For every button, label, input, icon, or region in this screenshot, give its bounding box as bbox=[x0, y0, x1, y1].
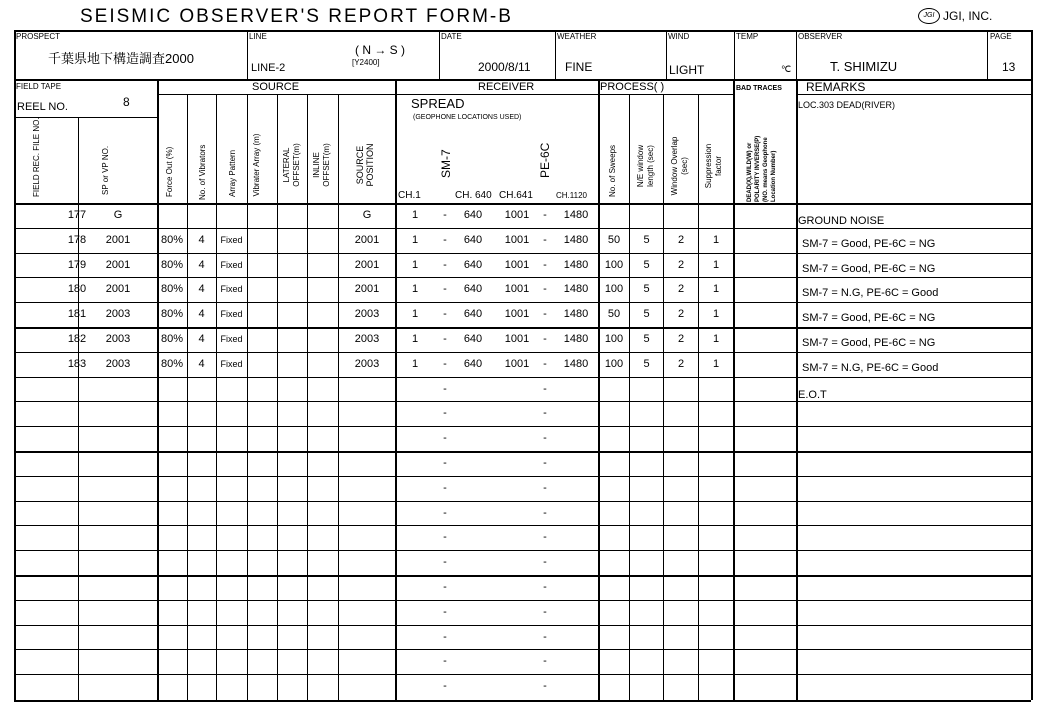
cell-dash1: - bbox=[443, 531, 447, 543]
cell-ch1: 1 bbox=[411, 283, 419, 295]
cell-sweeps: 100 bbox=[604, 358, 624, 370]
cell-ne: 5 bbox=[643, 259, 650, 271]
grid-line bbox=[277, 94, 278, 700]
cell-dash2: - bbox=[543, 383, 547, 395]
cell-dash1: - bbox=[443, 259, 447, 271]
field-rec-header: FIELD REC. FILE NO. bbox=[32, 117, 41, 197]
cell-dash1: - bbox=[443, 631, 447, 643]
geophone-locations-label: (GEOPHONE LOCATIONS USED) bbox=[413, 114, 522, 121]
grid-line bbox=[629, 94, 630, 700]
cell-ne: 5 bbox=[643, 333, 650, 345]
cell-dash1: - bbox=[443, 234, 447, 246]
cell-ch1120: 1480 bbox=[563, 234, 589, 246]
grid-line bbox=[14, 327, 1031, 329]
grid-line bbox=[14, 625, 1031, 626]
cell-dash1: - bbox=[443, 358, 447, 370]
cell-ch1: 1 bbox=[411, 358, 419, 370]
cell-vib: 4 bbox=[198, 234, 205, 246]
cell-ch640: 640 bbox=[463, 333, 483, 345]
company-logo bbox=[918, 8, 992, 24]
cell-dash2: - bbox=[543, 407, 547, 419]
cell-ch641: 1001 bbox=[504, 209, 530, 221]
cell-pos: 2003 bbox=[354, 358, 380, 370]
grid-line bbox=[14, 203, 1031, 205]
cell-dash1: - bbox=[443, 407, 447, 419]
cell-ch1: 1 bbox=[411, 333, 419, 345]
cell-sweeps: 100 bbox=[604, 259, 624, 271]
cell-dash1: - bbox=[443, 209, 447, 221]
grid-line bbox=[14, 228, 1031, 229]
cell-remark: SM-7 = Good, PE-6C = NG bbox=[802, 263, 936, 275]
cell-file: 178 bbox=[67, 234, 87, 246]
vibrator-array-header: Vibrater Array (m) bbox=[252, 133, 261, 197]
cell-dash1: - bbox=[443, 482, 447, 494]
cell-dash2: - bbox=[543, 507, 547, 519]
cell-dash1: - bbox=[443, 432, 447, 444]
grid-line bbox=[796, 30, 797, 79]
ne-window-header: N/E window length (sec) bbox=[636, 144, 655, 188]
cell-file: 180 bbox=[67, 283, 87, 295]
cell-ch641: 1001 bbox=[504, 283, 530, 295]
cell-overlap: 2 bbox=[677, 333, 685, 345]
grid-line bbox=[987, 30, 988, 79]
grid-line bbox=[14, 352, 1031, 353]
cell-ch1: 1 bbox=[411, 234, 419, 246]
cell-dash1: - bbox=[443, 383, 447, 395]
prospect-value: 千葉県地下構造調査2000 bbox=[48, 51, 194, 66]
cell-ch640: 640 bbox=[463, 234, 483, 246]
array-pattern-header: Array Pattern bbox=[228, 149, 237, 197]
cell-dash1: - bbox=[443, 606, 447, 618]
pe6c-label: PE-6C bbox=[538, 142, 552, 178]
cell-dash1: - bbox=[443, 308, 447, 320]
cell-array: Fixed bbox=[220, 235, 243, 245]
cell-remark: SM-7 = Good, PE-6C = NG bbox=[802, 337, 936, 349]
grid-line bbox=[14, 377, 1031, 378]
inline-offset-header: INLINE OFFSET(m) bbox=[312, 143, 331, 187]
grid-line bbox=[663, 94, 664, 700]
grid-line bbox=[14, 253, 1031, 254]
cell-overlap: 2 bbox=[677, 308, 685, 320]
grid-line bbox=[14, 277, 1031, 278]
cell-ch1120: 1480 bbox=[563, 209, 589, 221]
cell-sp: 2003 bbox=[105, 358, 131, 370]
cell-ch640: 640 bbox=[463, 259, 483, 271]
cell-remark: SM-7 = Good, PE-6C = NG bbox=[802, 238, 936, 250]
cell-remark: SM-7 = N.G, PE-6C = Good bbox=[802, 287, 939, 299]
grid-line bbox=[395, 79, 397, 700]
cell-pos: 2003 bbox=[354, 333, 380, 345]
cell-dash2: - bbox=[543, 655, 547, 667]
page-label: PAGE bbox=[990, 32, 1012, 41]
cell-ch1: 1 bbox=[411, 209, 419, 221]
cell-ch640: 640 bbox=[463, 308, 483, 320]
observer-value: T. SHIMIZU bbox=[830, 59, 898, 74]
sp-vp-header: SP or VP NO. bbox=[101, 145, 110, 195]
cell-supp: 1 bbox=[712, 308, 720, 320]
cell-pos: 2001 bbox=[354, 259, 380, 271]
observer-label: OBSERVER bbox=[798, 32, 843, 41]
cell-ne: 5 bbox=[643, 283, 650, 295]
prospect-label: PROSPECT bbox=[16, 32, 61, 41]
cell-supp: 1 bbox=[712, 234, 720, 246]
cell-overlap: 2 bbox=[677, 358, 685, 370]
grid-line bbox=[14, 700, 1031, 702]
cell-sp: 2003 bbox=[105, 333, 131, 345]
cell-pos: 2001 bbox=[354, 283, 380, 295]
cell-file: 183 bbox=[67, 358, 87, 370]
grid-line bbox=[14, 401, 1031, 402]
cell-ch1120: 1480 bbox=[563, 259, 589, 271]
page-value: 13 bbox=[1002, 60, 1016, 74]
window-overlap-header: Window Overlap (sec) bbox=[670, 136, 689, 196]
cell-dash2: - bbox=[543, 283, 547, 295]
cell-remark: SM-7 = Good, PE-6C = NG bbox=[802, 312, 936, 324]
cell-ch641: 1001 bbox=[504, 333, 530, 345]
cell-dash2: - bbox=[543, 482, 547, 494]
cell-sweeps: 50 bbox=[607, 308, 621, 320]
date-value: 2000/8/11 bbox=[478, 60, 531, 74]
cell-ch641: 1001 bbox=[504, 259, 530, 271]
grid-line bbox=[157, 79, 159, 700]
line-value: LINE-2 bbox=[251, 62, 286, 74]
cell-force: 80% bbox=[160, 259, 184, 271]
grid-line bbox=[338, 94, 339, 700]
weather-value: FINE bbox=[565, 60, 593, 74]
cell-vib: 4 bbox=[198, 358, 205, 370]
cell-pos: 2003 bbox=[354, 308, 380, 320]
grid-line bbox=[14, 451, 1031, 453]
cell-supp: 1 bbox=[712, 283, 720, 295]
cell-vib: 4 bbox=[198, 259, 205, 271]
cell-remark: SM-7 = N.G, PE-6C = Good bbox=[802, 362, 939, 374]
cell-ch640: 640 bbox=[463, 209, 483, 221]
grid-line bbox=[14, 501, 1031, 502]
weather-label: WEATHER bbox=[557, 32, 597, 41]
cell-force: 80% bbox=[160, 283, 184, 295]
bad-traces-description: DEAD(X),WILD(W) or POLARITY INVERSE(P) (NO. means Geophone Location Number) bbox=[747, 135, 777, 202]
cell-ne: 5 bbox=[643, 358, 650, 370]
cell-ch1: 1 bbox=[411, 259, 419, 271]
grid-line bbox=[14, 674, 1031, 675]
cell-force: 80% bbox=[160, 308, 184, 320]
remarks-note: LOC.303 DEAD(RIVER) bbox=[798, 100, 896, 110]
form-title: SEISMIC OBSERVER'S REPORT FORM-B bbox=[80, 6, 513, 27]
grid-line bbox=[598, 79, 600, 700]
wind-value: LIGHT bbox=[669, 63, 705, 77]
cell-array: Fixed bbox=[220, 359, 243, 369]
cell-ne: 5 bbox=[643, 308, 650, 320]
line-direction: ( N → S ) bbox=[355, 43, 405, 57]
cell-ch640: 640 bbox=[463, 283, 483, 295]
grid-line bbox=[14, 575, 1031, 577]
source-group-header: SOURCE bbox=[252, 81, 300, 93]
remarks-header: REMARKS bbox=[806, 80, 866, 94]
cell-dash2: - bbox=[543, 581, 547, 593]
cell-dash2: - bbox=[543, 358, 547, 370]
cell-file: 181 bbox=[67, 308, 87, 320]
cell-dash2: - bbox=[543, 680, 547, 692]
sm7-label: SM-7 bbox=[439, 149, 453, 178]
cell-sp: 2003 bbox=[105, 308, 131, 320]
cell-ch1: 1 bbox=[411, 308, 419, 320]
line-code: [Y2400] bbox=[352, 58, 380, 67]
cell-dash1: - bbox=[443, 680, 447, 692]
cell-overlap: 2 bbox=[677, 283, 685, 295]
cell-ch641: 1001 bbox=[504, 308, 530, 320]
no-sweeps-header: No. of Sweeps bbox=[608, 144, 617, 197]
cell-dash2: - bbox=[543, 606, 547, 618]
lateral-offset-header: LATERAL OFFSET(m) bbox=[282, 143, 301, 187]
cell-force: 80% bbox=[160, 333, 184, 345]
spread-label: SPREAD bbox=[411, 96, 465, 111]
grid-line bbox=[14, 117, 157, 118]
cell-dash1: - bbox=[443, 457, 447, 469]
grid-line bbox=[247, 94, 248, 700]
cell-dash2: - bbox=[543, 531, 547, 543]
ch640-label: CH. 640 bbox=[455, 190, 492, 201]
cell-dash2: - bbox=[543, 234, 547, 246]
cell-dash1: - bbox=[443, 283, 447, 295]
cell-array: Fixed bbox=[220, 309, 243, 319]
grid-line bbox=[14, 476, 1031, 477]
grid-line bbox=[439, 30, 440, 79]
grid-line bbox=[666, 30, 667, 79]
cell-dash2: - bbox=[543, 209, 547, 221]
cell-dash1: - bbox=[443, 556, 447, 568]
cell-supp: 1 bbox=[712, 358, 720, 370]
grid-line bbox=[698, 94, 699, 700]
cell-remark: GROUND NOISE bbox=[798, 215, 885, 227]
cell-ne: 5 bbox=[643, 234, 650, 246]
grid-line bbox=[157, 94, 733, 95]
cell-ch1120: 1480 bbox=[563, 283, 589, 295]
reel-no-value: 8 bbox=[123, 95, 130, 109]
cell-overlap: 2 bbox=[677, 234, 685, 246]
grid-line bbox=[14, 649, 1031, 650]
cell-remark: E.O.T bbox=[798, 389, 827, 401]
cell-force: 80% bbox=[160, 234, 184, 246]
grid-line bbox=[733, 79, 735, 700]
cell-ch640: 640 bbox=[463, 358, 483, 370]
reel-no-label: REEL NO. bbox=[17, 101, 68, 113]
suppression-header: Suppression factor bbox=[704, 143, 723, 189]
cell-file: 179 bbox=[67, 259, 87, 271]
line-label: LINE bbox=[249, 32, 267, 41]
grid-line bbox=[14, 30, 1031, 32]
cell-dash2: - bbox=[543, 556, 547, 568]
grid-line bbox=[14, 525, 1031, 526]
cell-dash2: - bbox=[543, 457, 547, 469]
cell-sweeps: 100 bbox=[604, 283, 624, 295]
cell-pos: G bbox=[362, 209, 372, 221]
cell-ch1120: 1480 bbox=[563, 308, 589, 320]
cell-sweeps: 50 bbox=[607, 234, 621, 246]
cell-dash1: - bbox=[443, 581, 447, 593]
receiver-group-header: RECEIVER bbox=[478, 81, 535, 93]
cell-ch1120: 1480 bbox=[563, 358, 589, 370]
grid-line bbox=[14, 600, 1031, 601]
cell-array: Fixed bbox=[220, 260, 243, 270]
grid-line bbox=[796, 94, 1031, 95]
cell-file: 177 bbox=[67, 209, 87, 221]
cell-vib: 4 bbox=[198, 283, 205, 295]
ch1120-label: CH.1120 bbox=[556, 191, 587, 200]
cell-dash2: - bbox=[543, 259, 547, 271]
force-out-header: Force Out (%) bbox=[165, 146, 174, 197]
ch641-label: CH.641 bbox=[499, 190, 533, 201]
cell-sp: 2001 bbox=[105, 259, 131, 271]
field-tape-label: FIELD TAPE bbox=[16, 82, 62, 91]
cell-vib: 4 bbox=[198, 308, 205, 320]
cell-sp: 2001 bbox=[105, 234, 131, 246]
jgi-logo-icon: JGI bbox=[918, 8, 940, 24]
grid-line bbox=[555, 30, 556, 79]
cell-dash1: - bbox=[443, 655, 447, 667]
grid-line bbox=[247, 30, 248, 79]
cell-dash1: - bbox=[443, 507, 447, 519]
no-vibrators-header: No. of Vibrators bbox=[198, 144, 207, 200]
temp-label: TEMP bbox=[736, 32, 759, 41]
grid-line bbox=[14, 302, 1031, 303]
grid-line bbox=[14, 79, 1031, 81]
cell-overlap: 2 bbox=[677, 259, 685, 271]
cell-array: Fixed bbox=[220, 334, 243, 344]
bad-traces-header: BAD TRACES bbox=[736, 85, 782, 92]
cell-vib: 4 bbox=[198, 333, 205, 345]
grid-line bbox=[216, 94, 217, 700]
cell-sp: G bbox=[113, 209, 123, 221]
cell-dash2: - bbox=[543, 308, 547, 320]
grid-line bbox=[187, 94, 188, 700]
wind-label: WIND bbox=[668, 32, 690, 41]
grid-line bbox=[78, 117, 79, 700]
cell-dash2: - bbox=[543, 631, 547, 643]
cell-ch1120: 1480 bbox=[563, 333, 589, 345]
grid-line bbox=[734, 30, 735, 79]
date-label: DATE bbox=[441, 32, 462, 41]
cell-ch641: 1001 bbox=[504, 234, 530, 246]
company-name: JGI, INC. bbox=[943, 9, 993, 23]
cell-sweeps: 100 bbox=[604, 333, 624, 345]
cell-supp: 1 bbox=[712, 259, 720, 271]
cell-dash2: - bbox=[543, 432, 547, 444]
source-position-header: SOURCE POSITION bbox=[355, 143, 375, 187]
cell-sp: 2001 bbox=[105, 283, 131, 295]
cell-dash1: - bbox=[443, 333, 447, 345]
cell-dash2: - bbox=[543, 333, 547, 345]
cell-array: Fixed bbox=[220, 284, 243, 294]
cell-force: 80% bbox=[160, 358, 184, 370]
grid-line bbox=[307, 94, 308, 700]
temp-unit: ℃ bbox=[781, 64, 792, 74]
grid-line bbox=[14, 550, 1031, 551]
process-group-header: PROCESS( ) bbox=[600, 81, 665, 93]
cell-file: 182 bbox=[67, 333, 87, 345]
grid-line bbox=[14, 426, 1031, 427]
ch1-label: CH.1 bbox=[398, 190, 421, 201]
cell-supp: 1 bbox=[712, 333, 720, 345]
cell-ch641: 1001 bbox=[504, 358, 530, 370]
grid-line bbox=[1031, 30, 1033, 700]
cell-pos: 2001 bbox=[354, 234, 380, 246]
